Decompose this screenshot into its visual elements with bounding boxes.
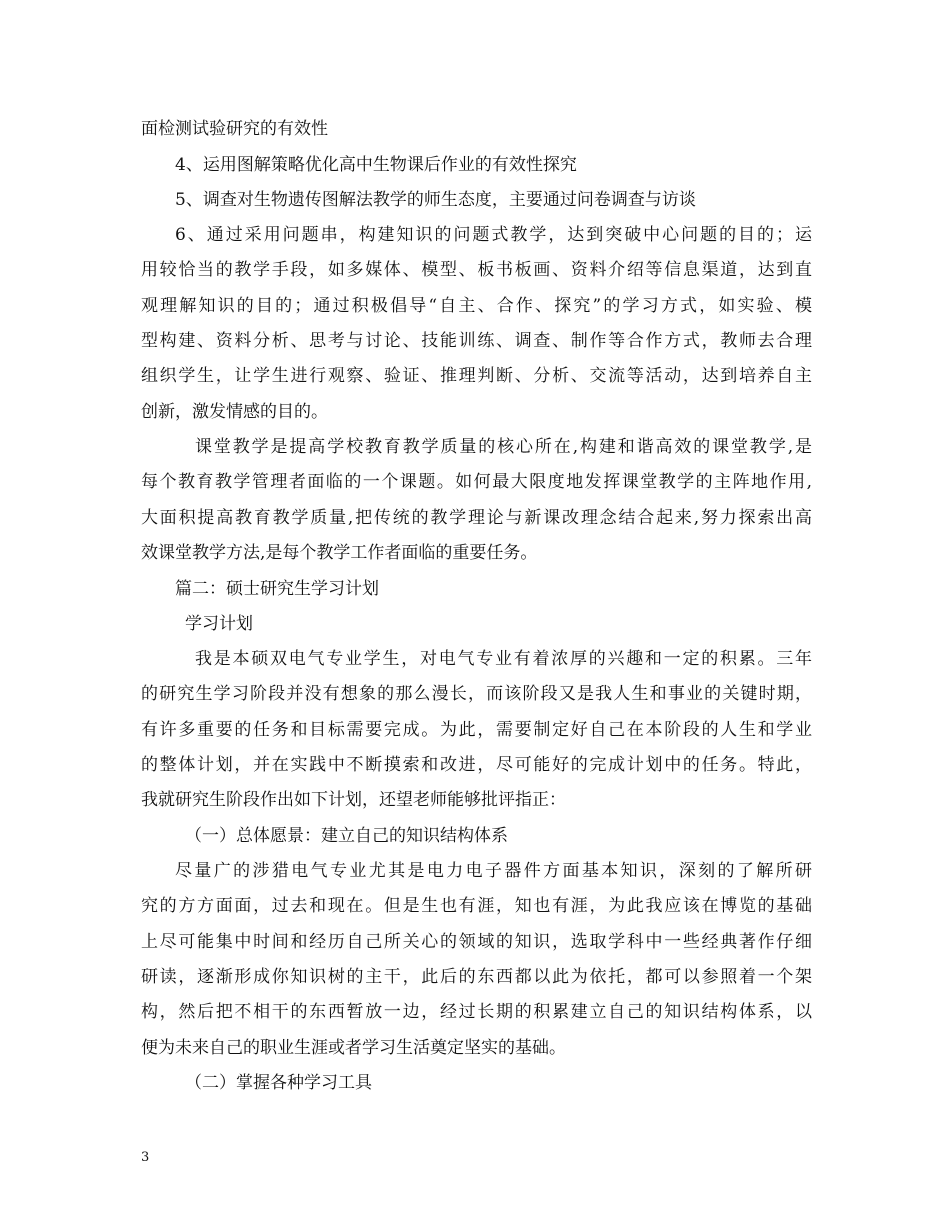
text-line: 组织学生，让学生进行观察、验证、推理判断、分析、交流等活动，达到培养自主: [141, 366, 812, 386]
text-line: 6、通过采用问题串，构建知识的问题式教学，达到突破中心问题的目的；运: [175, 225, 812, 245]
text-line: 构，然后把不相干的东西暂放一边，经过长期的积累建立自己的知识结构体系，以: [141, 1002, 812, 1022]
text-line: 用较恰当的教学手段，如多媒体、模型、板书板画、资料介绍等信息渠道，达到直: [141, 260, 812, 280]
text-line: 每个教育教学管理者面临的一个课题。如何最大限度地发挥课堂教学的主阵地作用,: [141, 472, 812, 492]
text-line: 我是本硕双电气专业学生，对电气专业有着浓厚的兴趣和一定的积累。三年: [195, 649, 812, 669]
section-heading: （二）掌握各种学习工具: [185, 1073, 372, 1093]
text-line: 我就研究生阶段作出如下计划，还望老师能够批评指正：: [141, 790, 566, 810]
text-line: 研读，逐渐形成你知识树的主干，此后的东西都以此为依托，都可以参照着一个架: [141, 967, 812, 987]
text-line: 观理解知识的目的；通过积极倡导“自主、合作、探究”的学习方式，如实验、模: [141, 296, 812, 316]
text-line: 大面积提高教育教学质量,把传统的教学理论与新课改理念结合起来,努力探索出高: [141, 508, 812, 528]
text-line: 有许多重要的任务和目标需要完成。为此，需要制定好自己在本阶段的人生和学业: [141, 720, 812, 740]
text-line: 效课堂教学方法,是每个教学工作者面临的重要任务。: [141, 543, 538, 563]
text-line: 课堂教学是提高学校教育教学质量的核心所在,构建和谐高效的课堂教学,是: [195, 437, 812, 457]
text-line: 5、调查对生物遗传图解法教学的师生态度，主要通过问卷调查与访谈: [175, 190, 696, 210]
section-heading: （一）总体愿景：建立自己的知识结构体系: [185, 826, 508, 846]
text-line: 的研究生学习阶段并没有想象的那么漫长，而该阶段又是我人生和事业的关键时期，: [141, 684, 812, 704]
section-heading: 学习计划: [185, 614, 253, 634]
text-line: 上尽可能集中时间和经历自己所关心的领域的知识，选取学科中一些经典著作仔细: [141, 932, 812, 952]
text-line: 究的方方面面，过去和现在。但是生也有涯，知也有涯，为此我应该在博览的基础: [141, 896, 812, 916]
text-line: 创新，激发情感的目的。: [141, 402, 328, 422]
text-line: 便为未来自己的职业生涯或者学习生活奠定坚实的基础。: [141, 1038, 566, 1058]
text-line: 尽量广的涉猎电气专业尤其是电力电子器件方面基本知识，深刻的了解所研: [175, 861, 812, 881]
text-line: 4、运用图解策略优化高中生物课后作业的有效性探究: [175, 155, 577, 175]
text-line: 型构建、资料分析、思考与讨论、技能训练、调查、制作等合作方式，教师去合理: [141, 331, 812, 351]
page-number: 3: [141, 1150, 150, 1165]
section-heading: 篇二：硕士研究生学习计划: [175, 579, 379, 599]
text-line: 面检测试验研究的有效性: [141, 119, 328, 139]
text-line: 的整体计划，并在实践中不断摸索和改进，尽可能好的完成计划中的任务。特此，: [141, 755, 812, 775]
